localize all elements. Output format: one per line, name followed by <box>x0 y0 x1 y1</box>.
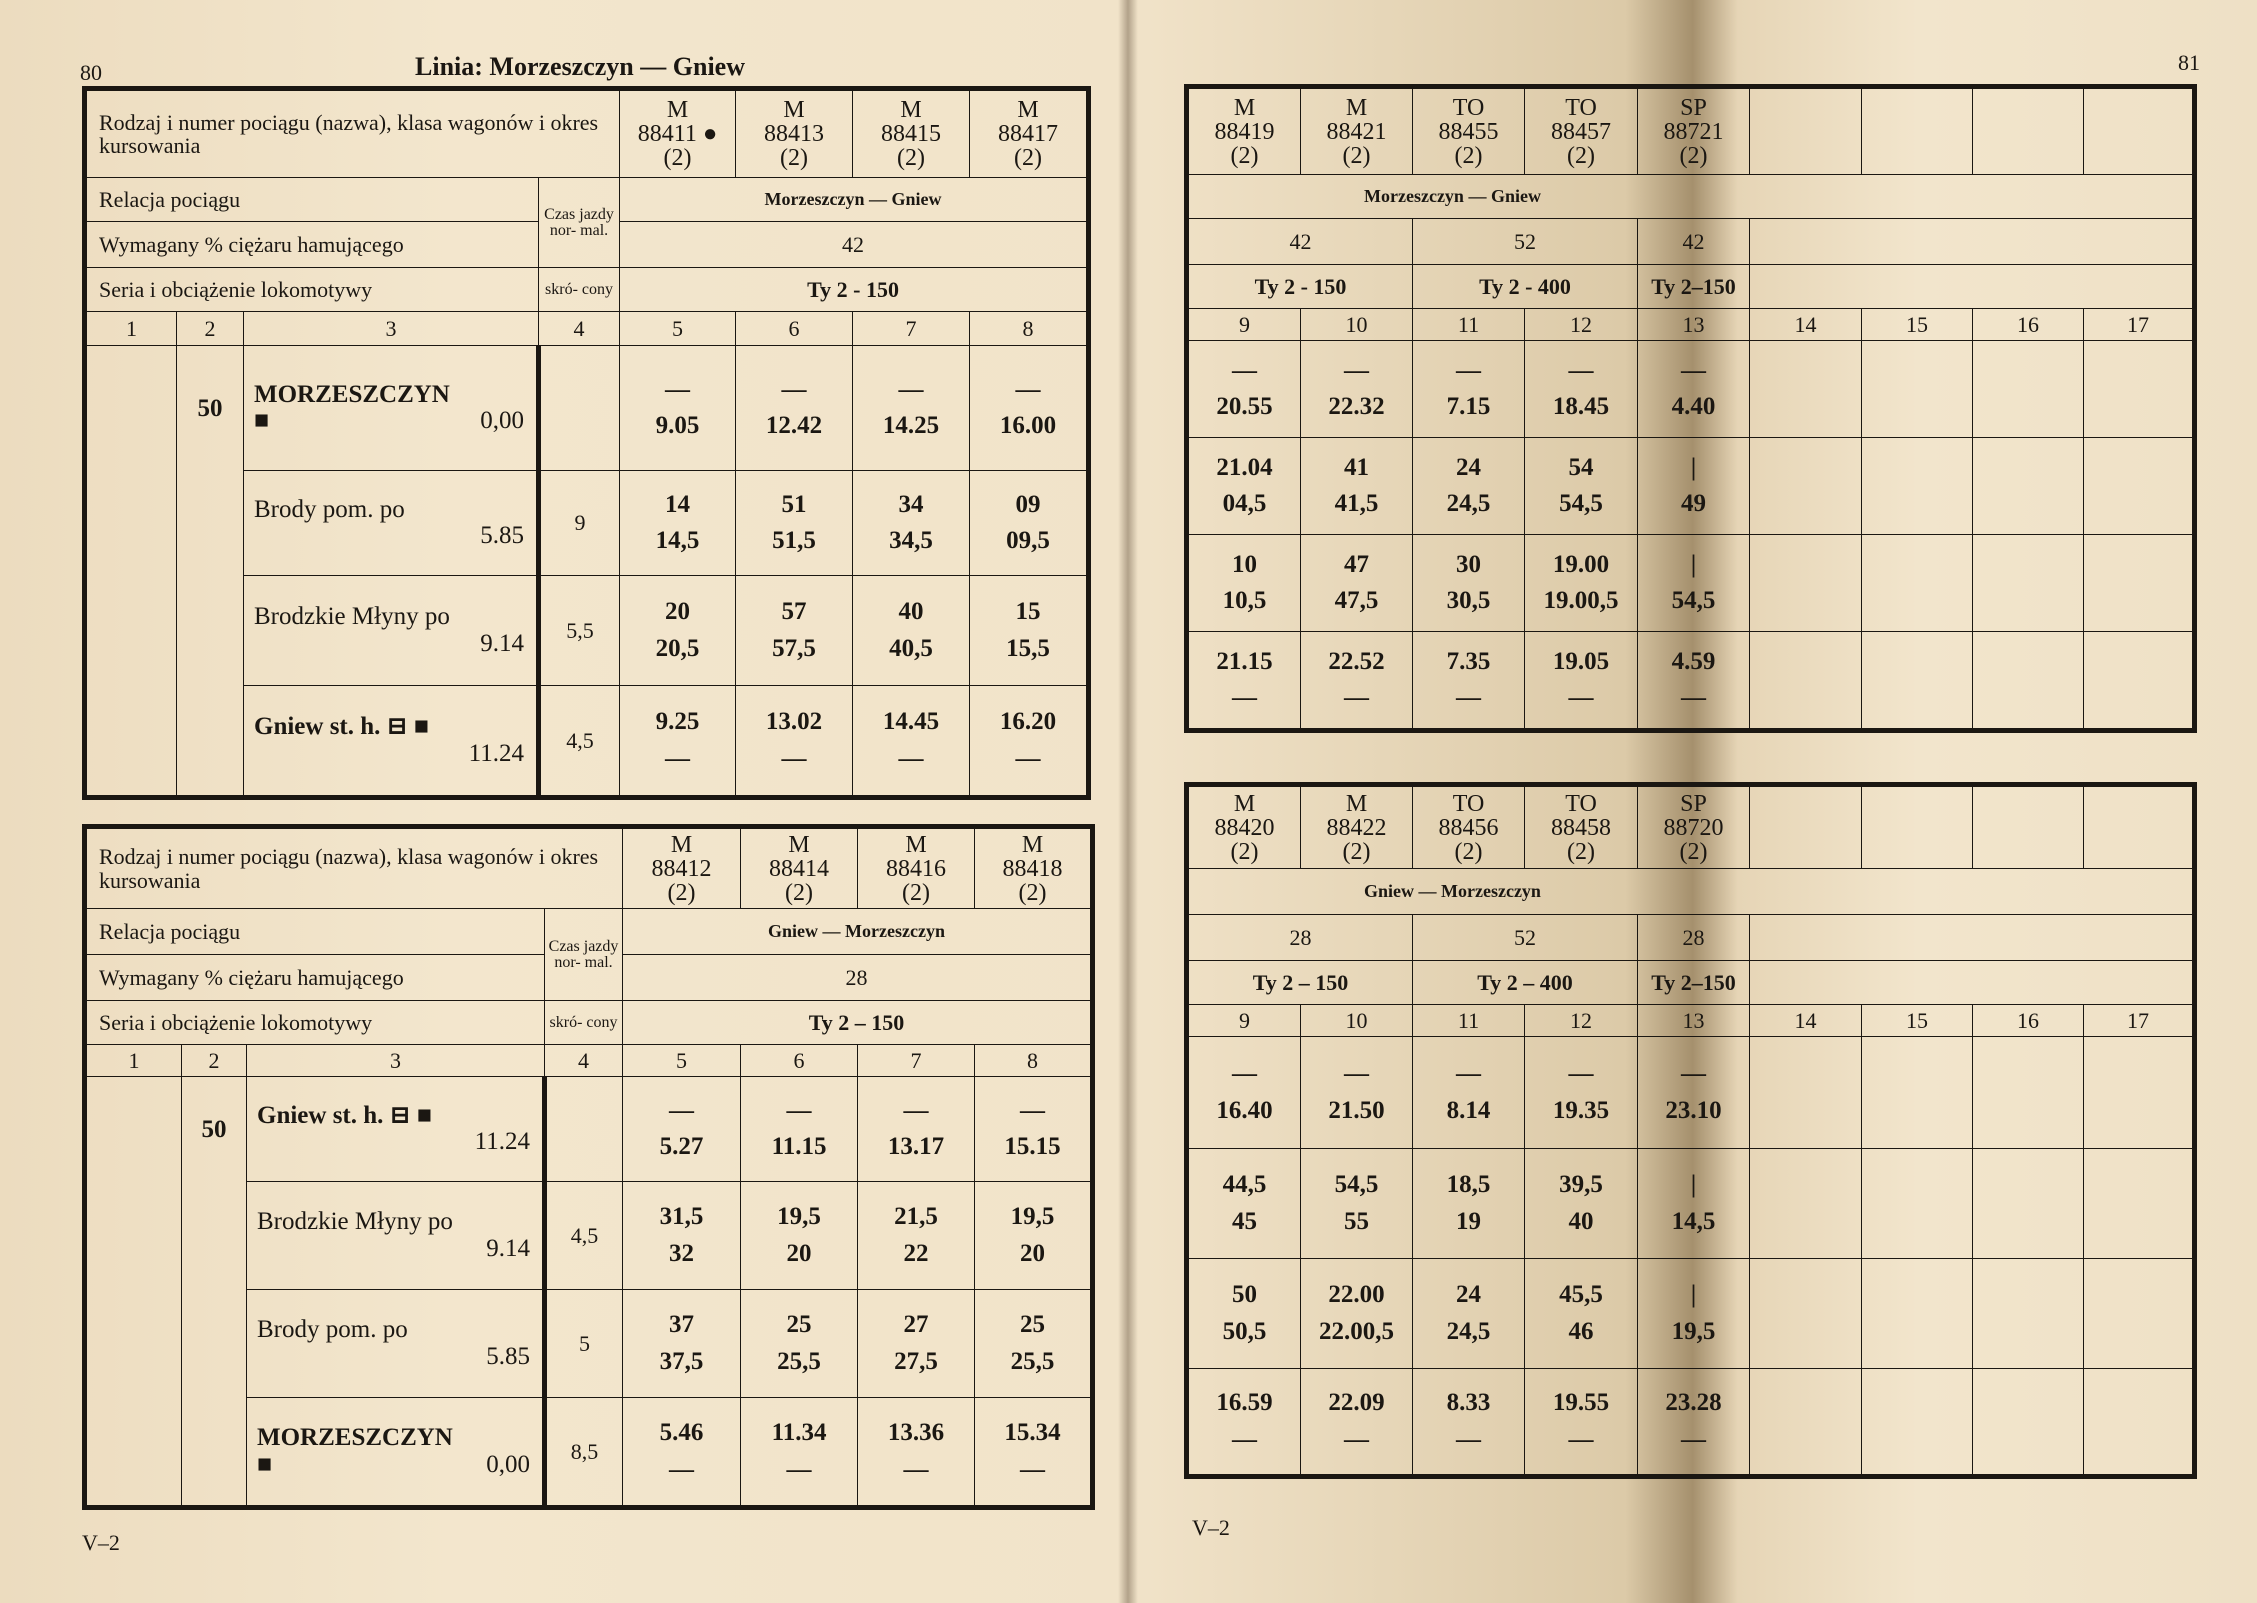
train-type-label: Rodzaj i numer pociągu (nazwa), klasa wagonów i okres kursowania <box>87 829 623 909</box>
czas-normal-label: Czas jazdy nor- mal. <box>545 909 623 1001</box>
brake-value: 28 <box>623 955 1091 1001</box>
time-cell: 24 24,5 <box>1413 1259 1525 1369</box>
col-number: 8 <box>975 1045 1091 1077</box>
time-cell: 16.59 — <box>1189 1369 1301 1475</box>
czas-value: 5,5 <box>539 576 620 686</box>
col-number: 15 <box>1862 309 1973 341</box>
page-header: Linia: Morzeszczyn — Gniew <box>415 52 745 81</box>
time-cell: 20 20,5 <box>620 576 736 686</box>
brake-value: 42 <box>1189 219 1413 265</box>
time-cell: 4.59 — <box>1638 632 1750 729</box>
czas-value <box>545 1077 623 1182</box>
empty-header <box>2084 89 2193 175</box>
train-header: M 88422 (2) <box>1301 787 1413 869</box>
loco-value: Ty 2 - 150 <box>620 268 1087 312</box>
relation-label: Relacja pociągu <box>87 178 539 222</box>
col-number: 3 <box>244 312 539 346</box>
brake-label: Wymagany % ciężaru hamującego <box>87 955 545 1001</box>
loco-label: Seria i obciążenie lokomotywy <box>87 1001 545 1045</box>
time-cell: 51 51,5 <box>736 471 853 576</box>
time-cell: 16.20 — <box>970 686 1087 796</box>
station-cell: Brodzkie Młyny po 9.14 <box>244 576 539 686</box>
col-number: 13 <box>1638 1005 1750 1037</box>
time-cell: — 18.45 <box>1525 341 1638 438</box>
time-cell: 21.15 — <box>1189 632 1301 729</box>
time-cell: 25 25,5 <box>741 1290 858 1398</box>
time-cell: 10 10,5 <box>1189 535 1301 632</box>
col-number: 12 <box>1525 309 1638 341</box>
empty-cell <box>2084 632 2193 729</box>
empty-cell <box>1862 632 1973 729</box>
col-number: 6 <box>736 312 853 346</box>
time-cell: 19,5 20 <box>975 1182 1091 1290</box>
loco-value: Ty 2 – 150 <box>1189 961 1413 1005</box>
station-cell: Gniew st. h. ⊟ ■ 11.24 <box>247 1077 545 1182</box>
train-header: TO 88455 (2) <box>1413 89 1525 175</box>
blank-col-1 <box>87 1077 182 1506</box>
empty-cell <box>2084 1149 2193 1259</box>
empty-cell <box>1862 1149 1973 1259</box>
train-header: M 88413 (2) <box>736 91 853 178</box>
blank-col-1 <box>87 346 177 796</box>
time-cell: | 54,5 <box>1638 535 1750 632</box>
col-number: 12 <box>1525 1005 1638 1037</box>
relation-value: Gniew — Morzeszczyn <box>623 909 1091 955</box>
train-header: M 88414 (2) <box>741 829 858 909</box>
train-header: M 88416 (2) <box>858 829 975 909</box>
empty-header <box>1862 787 1973 869</box>
time-cell: — 20.55 <box>1189 341 1301 438</box>
time-cell: — 15.15 <box>975 1077 1091 1182</box>
empty-cell <box>1750 915 2193 961</box>
time-cell: — 14.25 <box>853 346 970 471</box>
line-number: 50 <box>177 346 244 796</box>
czas-value: 9 <box>539 471 620 576</box>
col-number: 1 <box>87 312 177 346</box>
loco-value: Ty 2 - 150 <box>1189 265 1413 309</box>
time-cell: 34 34,5 <box>853 471 970 576</box>
col-number: 11 <box>1413 1005 1525 1037</box>
time-cell: 09 09,5 <box>970 471 1087 576</box>
train-header: M 88417 (2) <box>970 91 1087 178</box>
time-cell: 57 57,5 <box>736 576 853 686</box>
train-header: TO 88457 (2) <box>1525 89 1638 175</box>
col-number: 10 <box>1301 1005 1413 1037</box>
empty-cell <box>1973 438 2084 535</box>
time-cell: 37 37,5 <box>623 1290 741 1398</box>
empty-cell <box>1862 438 1973 535</box>
empty-header <box>1973 89 2084 175</box>
empty-cell <box>1750 632 1862 729</box>
train-header: SP 88720 (2) <box>1638 787 1750 869</box>
station-cell: Brodzkie Młyny po 9.14 <box>247 1182 545 1290</box>
footer-mark-right: V–2 <box>1192 1515 1230 1540</box>
empty-cell <box>1973 632 2084 729</box>
time-cell: 19.00 19.00,5 <box>1525 535 1638 632</box>
col-number: 4 <box>545 1045 623 1077</box>
col-number: 17 <box>2084 1005 2193 1037</box>
loco-label: Seria i obciążenie lokomotywy <box>87 268 539 312</box>
time-cell: 22.00 22.00,5 <box>1301 1259 1413 1369</box>
time-cell: 14.45 — <box>853 686 970 796</box>
time-cell: 30 30,5 <box>1413 535 1525 632</box>
train-header: SP 88721 (2) <box>1638 89 1750 175</box>
train-header: TO 88458 (2) <box>1525 787 1638 869</box>
czas-value: 4,5 <box>539 686 620 796</box>
station-cell: Brody pom. po 5.85 <box>247 1290 545 1398</box>
time-cell: 50 50,5 <box>1189 1259 1301 1369</box>
col-number: 2 <box>182 1045 247 1077</box>
loco-value: Ty 2 - 400 <box>1413 265 1638 309</box>
time-cell: | 49 <box>1638 438 1750 535</box>
empty-cell <box>1750 265 2193 309</box>
time-cell: 7.35 — <box>1413 632 1525 729</box>
time-cell: 45,5 46 <box>1525 1259 1638 1369</box>
relation-value: Morzeszczyn — Gniew <box>1189 175 2193 219</box>
time-cell: 13.36 — <box>858 1398 975 1506</box>
time-cell: — 22.32 <box>1301 341 1413 438</box>
time-cell: — 13.17 <box>858 1077 975 1182</box>
col-number: 7 <box>858 1045 975 1077</box>
relation-value: Morzeszczyn — Gniew <box>620 178 1087 222</box>
empty-cell <box>1750 1369 1862 1475</box>
col-number: 9 <box>1189 309 1301 341</box>
train-header: M 88418 (2) <box>975 829 1091 909</box>
left-top-timetable <box>86 90 1087 796</box>
time-cell: 31,5 32 <box>623 1182 741 1290</box>
col-number: 3 <box>247 1045 545 1077</box>
time-cell: 5.46 — <box>623 1398 741 1506</box>
brake-value: 42 <box>1638 219 1750 265</box>
time-cell: 23.28 — <box>1638 1369 1750 1475</box>
czas-value: 8,5 <box>545 1398 623 1506</box>
empty-header <box>1973 787 2084 869</box>
empty-cell <box>2084 1259 2193 1369</box>
brake-value: 28 <box>1638 915 1750 961</box>
col-number: 5 <box>620 312 736 346</box>
brake-value: 42 <box>620 222 1087 268</box>
time-cell: 14 14,5 <box>620 471 736 576</box>
book-fold <box>1118 0 1138 1603</box>
page-number-left: 80 <box>80 60 102 85</box>
empty-cell <box>2084 341 2193 438</box>
brake-value: 28 <box>1189 915 1413 961</box>
empty-cell <box>2084 438 2193 535</box>
train-header: M 88419 (2) <box>1189 89 1301 175</box>
time-cell: — 5.27 <box>623 1077 741 1182</box>
col-number: 5 <box>623 1045 741 1077</box>
time-cell: 25 25,5 <box>975 1290 1091 1398</box>
train-header: M 88412 (2) <box>623 829 741 909</box>
brake-value: 52 <box>1413 219 1638 265</box>
empty-cell <box>1750 341 1862 438</box>
empty-header <box>1750 787 1862 869</box>
time-cell: 15.34 — <box>975 1398 1091 1506</box>
time-cell: | 14,5 <box>1638 1149 1750 1259</box>
time-cell: — 19.35 <box>1525 1037 1638 1149</box>
right-bottom-timetable <box>1188 786 2193 1475</box>
empty-header <box>1862 89 1973 175</box>
col-number: 16 <box>1973 1005 2084 1037</box>
time-cell: 8.33 — <box>1413 1369 1525 1475</box>
brake-label: Wymagany % ciężaru hamującego <box>87 222 539 268</box>
footer-mark-left: V–2 <box>82 1530 120 1555</box>
col-number: 14 <box>1750 1005 1862 1037</box>
train-header: M 88421 (2) <box>1301 89 1413 175</box>
empty-cell <box>1973 1037 2084 1149</box>
time-cell: — 4.40 <box>1638 341 1750 438</box>
col-number: 4 <box>539 312 620 346</box>
loco-value: Ty 2–150 <box>1638 265 1750 309</box>
empty-header <box>1750 89 1862 175</box>
relation-label: Relacja pociągu <box>87 909 545 955</box>
empty-cell <box>2084 1369 2193 1475</box>
station-cell: Brody pom. po 5.85 <box>244 471 539 576</box>
czas-value: 4,5 <box>545 1182 623 1290</box>
empty-cell <box>1862 1037 1973 1149</box>
time-cell: 11.34 — <box>741 1398 858 1506</box>
col-number: 16 <box>1973 309 2084 341</box>
empty-cell <box>1862 1259 1973 1369</box>
empty-cell <box>1750 961 2193 1005</box>
col-number: 11 <box>1413 309 1525 341</box>
col-number: 17 <box>2084 309 2193 341</box>
time-cell: — 16.00 <box>970 346 1087 471</box>
time-cell: 24 24,5 <box>1413 438 1525 535</box>
right-top-timetable <box>1188 88 2193 729</box>
loco-value: Ty 2 – 400 <box>1413 961 1638 1005</box>
time-cell: 27 27,5 <box>858 1290 975 1398</box>
time-cell: 19.05 — <box>1525 632 1638 729</box>
time-cell: — 9.05 <box>620 346 736 471</box>
train-header: M 88420 (2) <box>1189 787 1301 869</box>
time-cell: — 23.10 <box>1638 1037 1750 1149</box>
page-number-right: 81 <box>2178 50 2200 75</box>
empty-cell <box>2084 535 2193 632</box>
line-number: 50 <box>182 1077 247 1506</box>
train-type-label: Rodzaj i numer pociągu (nazwa), klasa wagonów i okres kursowania <box>87 91 620 178</box>
col-number: 6 <box>741 1045 858 1077</box>
time-cell: 44,5 45 <box>1189 1149 1301 1259</box>
train-header: M 88411 ● (2) <box>620 91 736 178</box>
col-number: 1 <box>87 1045 182 1077</box>
loco-value: Ty 2 – 150 <box>623 1001 1091 1045</box>
col-number: 14 <box>1750 309 1862 341</box>
empty-cell <box>2084 1037 2193 1149</box>
station-cell: MORZESZCZYN ■ 0,00 <box>244 346 539 471</box>
time-cell: — 16.40 <box>1189 1037 1301 1149</box>
time-cell: | 19,5 <box>1638 1259 1750 1369</box>
time-cell: 19,5 20 <box>741 1182 858 1290</box>
time-cell: 47 47,5 <box>1301 535 1413 632</box>
station-cell: MORZESZCZYN ■ 0,00 <box>247 1398 545 1506</box>
czas-short-label: skró- cony <box>545 1001 623 1045</box>
empty-cell <box>1750 219 2193 265</box>
col-number: 9 <box>1189 1005 1301 1037</box>
czas-normal-label: Czas jazdy nor- mal. <box>539 178 620 268</box>
station-cell: Gniew st. h. ⊟ ■ 11.24 <box>244 686 539 796</box>
time-cell: 22.52 — <box>1301 632 1413 729</box>
empty-cell <box>1862 1369 1973 1475</box>
czas-value <box>539 346 620 471</box>
time-cell: 13.02 — <box>736 686 853 796</box>
train-header: TO 88456 (2) <box>1413 787 1525 869</box>
col-number: 10 <box>1301 309 1413 341</box>
col-number: 15 <box>1862 1005 1973 1037</box>
empty-cell <box>1862 341 1973 438</box>
empty-cell <box>1750 438 1862 535</box>
empty-cell <box>1750 535 1862 632</box>
time-cell: 9.25 — <box>620 686 736 796</box>
czas-short-label: skró- cony <box>539 268 620 312</box>
empty-cell <box>1750 1037 1862 1149</box>
time-cell: — 12.42 <box>736 346 853 471</box>
empty-header <box>2084 787 2193 869</box>
left-bottom-timetable <box>86 828 1091 1506</box>
time-cell: 54 54,5 <box>1525 438 1638 535</box>
time-cell: 15 15,5 <box>970 576 1087 686</box>
empty-cell <box>1750 1149 1862 1259</box>
time-cell: 39,5 40 <box>1525 1149 1638 1259</box>
time-cell: 54,5 55 <box>1301 1149 1413 1259</box>
col-number: 8 <box>970 312 1087 346</box>
empty-cell <box>1862 535 1973 632</box>
empty-cell <box>1973 1149 2084 1259</box>
time-cell: 21,5 22 <box>858 1182 975 1290</box>
train-header: M 88415 (2) <box>853 91 970 178</box>
time-cell: 21.04 04,5 <box>1189 438 1301 535</box>
col-number: 13 <box>1638 309 1750 341</box>
col-number: 7 <box>853 312 970 346</box>
empty-cell <box>1973 1259 2084 1369</box>
empty-cell <box>1750 1259 1862 1369</box>
relation-value: Gniew — Morzeszczyn <box>1189 869 2193 915</box>
loco-value: Ty 2–150 <box>1638 961 1750 1005</box>
time-cell: 41 41,5 <box>1301 438 1413 535</box>
czas-value: 5 <box>545 1290 623 1398</box>
empty-cell <box>1973 341 2084 438</box>
empty-cell <box>1973 535 2084 632</box>
time-cell: 22.09 — <box>1301 1369 1413 1475</box>
empty-cell <box>1973 1369 2084 1475</box>
brake-value: 52 <box>1413 915 1638 961</box>
col-number: 2 <box>177 312 244 346</box>
time-cell: — 11.15 <box>741 1077 858 1182</box>
time-cell: — 8.14 <box>1413 1037 1525 1149</box>
time-cell: 19.55 — <box>1525 1369 1638 1475</box>
time-cell: 18,5 19 <box>1413 1149 1525 1259</box>
time-cell: — 7.15 <box>1413 341 1525 438</box>
time-cell: — 21.50 <box>1301 1037 1413 1149</box>
time-cell: 40 40,5 <box>853 576 970 686</box>
